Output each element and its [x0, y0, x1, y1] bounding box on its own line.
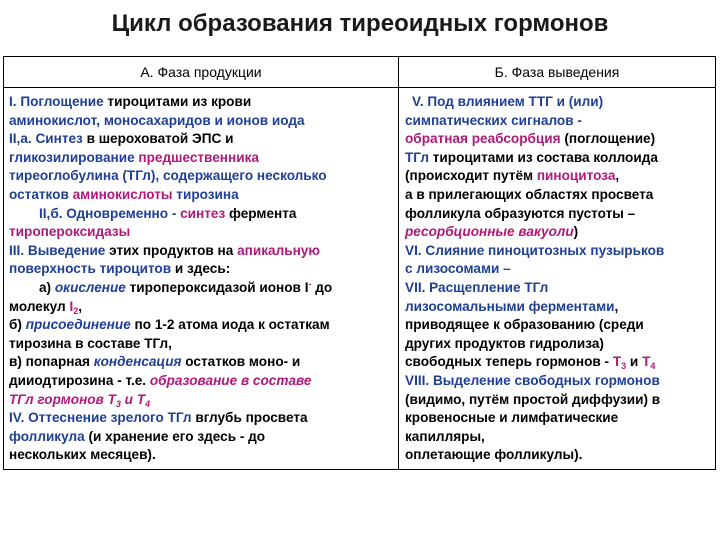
text-line: дииодтирозина - т.е. образование в составе: [9, 372, 312, 388]
text-line: IV. Оттеснение зрелого ТГл вглубь просвета: [9, 410, 308, 426]
text-line: VII. Расщепление ТГл: [405, 279, 549, 295]
hormone-cycle-table: [3, 56, 716, 470]
text-line: (видимо, путём простой диффузии) в: [405, 391, 661, 407]
text-line: капилляры,: [405, 428, 485, 444]
text-line: тиропероксидазы: [9, 224, 131, 240]
text-line: VI. Слияние пиноцитозных пузырьков: [405, 242, 665, 258]
text-line: а в прилегающих областях просвета: [405, 186, 654, 202]
header-production-phase: А. Фаза продукции: [4, 57, 399, 88]
text-line: в) попарная конденсация остатков моно- и: [9, 354, 301, 370]
text-line: других продуктов гидролиза): [405, 335, 604, 351]
header-excretion-phase: Б. Фаза выведения: [399, 57, 716, 88]
text-line: V. Под влиянием ТТГ и (или): [412, 94, 604, 109]
text-line: фолликула образуются пустоты –: [405, 205, 636, 221]
text-line: б) присоединение по 1-2 атома иода к остаткам: [9, 317, 330, 333]
text-line: лизосомальными ферментами,: [405, 298, 619, 314]
text-line: (происходит путём пиноцитоза,: [405, 168, 620, 184]
text-line: приводящее к образованию (среди: [405, 317, 644, 333]
text-line: остатков аминокислоты тирозина: [9, 186, 239, 202]
text-line: нескольких месяцев).: [9, 447, 156, 463]
table-body-row: [4, 88, 716, 470]
text-line: гликозилирование предшественника: [9, 149, 259, 165]
text-line: кровеносные и лимфатические: [405, 410, 619, 426]
text-line: аминокислот, моносахаридов и ионов иода: [9, 112, 305, 128]
text-line: ТГл тироцитами из состава коллоида: [405, 149, 658, 165]
text-line: VIII. Выделение свободных гормонов: [405, 372, 660, 388]
page-title: Цикл образования тиреоидных гормонов: [111, 10, 609, 37]
text-line: поверхность тироцитов и здесь:: [9, 261, 231, 277]
text-line: ТГл гормонов $Т_3$ и $Т_4$: [9, 391, 151, 409]
text-line: II,а. Синтез в шероховатой ЭПС и: [9, 131, 234, 147]
text-line: I. Поглощение тироцитами из крови: [9, 94, 252, 109]
text-line: свободных теперь гормонов - $Т_3$ и $Т_4$: [405, 354, 656, 372]
text-line: тирозина в составе ТГл,: [9, 335, 172, 351]
text-line: ресорбционные вакуоли): [405, 224, 579, 240]
text-line: с лизосомами –: [405, 261, 511, 277]
text-line: а) окисление тиропероксидазой ионов I- до: [39, 278, 333, 295]
text-line: фолликула (и хранение его здесь - до: [9, 428, 266, 444]
text-line: тиреоглобулина (ТГл), содержащего несколько: [9, 168, 327, 184]
text-line: обратная реабсорбция (поглощение): [405, 131, 656, 147]
text-line: молекул $I_2$,: [9, 298, 83, 316]
production-phase-cell: [4, 88, 399, 470]
text-line: симпатических сигналов -: [405, 112, 582, 128]
text-line: II,б. Одновременно - синтез фермента: [39, 205, 297, 221]
table-header-row: [4, 57, 716, 88]
text-line: оплетающие фолликулы).: [405, 447, 583, 463]
excretion-phase-cell: [399, 88, 716, 470]
text-line: III. Выведение этих продуктов на апикальную: [9, 242, 320, 258]
